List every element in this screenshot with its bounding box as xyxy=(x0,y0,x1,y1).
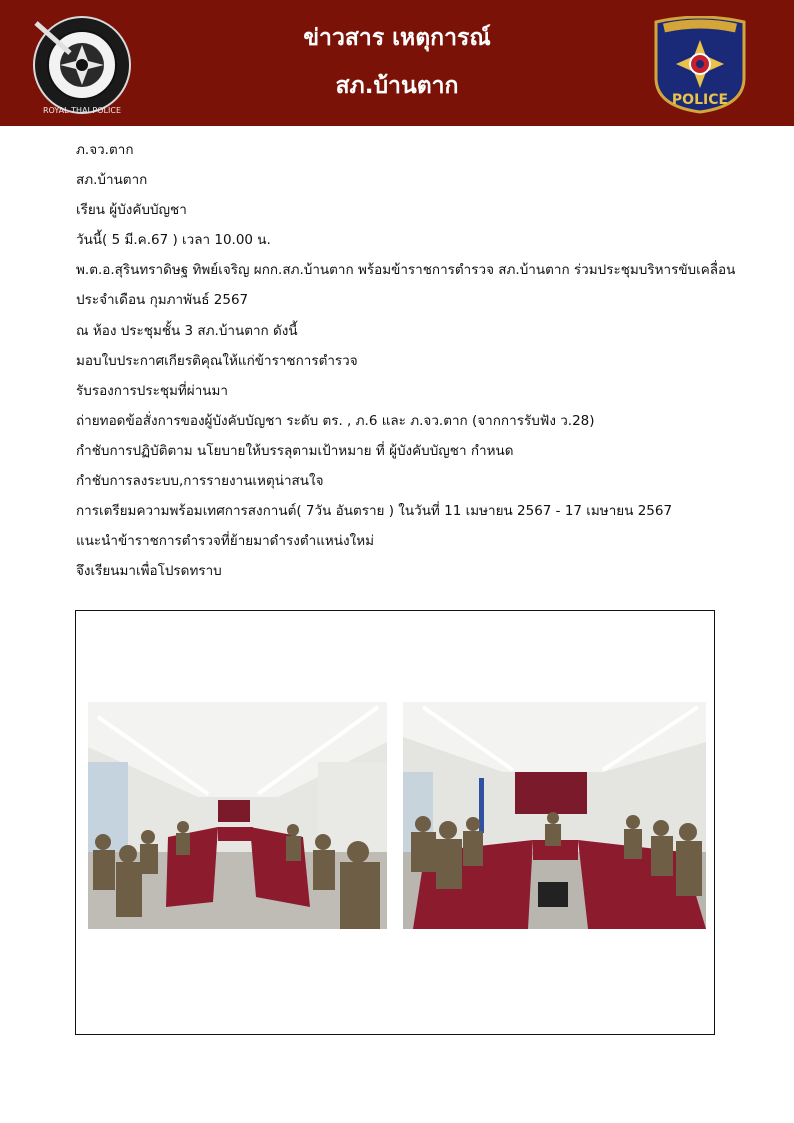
agenda-item: แนะนำข้าราชการตำรวจที่ย้ายมาดำรงตำแหน่งใหม่ xyxy=(76,533,375,550)
news-title: ข่าวสาร เหตุการณ์ xyxy=(303,25,491,51)
line-summary: พ.ต.อ.สุรินทราดิษฐ ทิพย์เจริญ ผกก.สภ.บ้านตาก พร้อมข้าราชการตำรวจ สภ.บ้านตาก ร่วมประชุมบริหารขับเคลื่อน xyxy=(76,262,736,279)
agenda-item: รับรองการประชุมที่ผ่านมา xyxy=(76,382,229,399)
header-banner xyxy=(0,0,794,126)
agenda-item: การเตรียมความพร้อมเทศการสงกานต์( 7วัน อันตราย ) ในวันที่ 11 เมษายน 2567 - 17 เมษายน 2567 xyxy=(76,503,673,520)
agenda-item: ถ่ายทอดข้อสั่งการของผู้บังคับบัญชา ระดับ ตร. , ภ.6 และ ภ.จว.ตาก (จากการรับฟัง ว.28) xyxy=(76,412,595,429)
line-salutation: เรียน ผู้บังคับบัญชา xyxy=(76,202,187,219)
agenda-item: กำชับการปฏิบัติตาม นโยบายให้บรรลุตามเป้าหมาย ที่ ผู้บังคับบัญชา กำหนด xyxy=(76,442,514,459)
photo-frame xyxy=(75,610,715,1035)
line-month: ประจำเดือน กุมภาพันธ์ 2567 xyxy=(76,292,249,309)
tak-provincial-police-badge xyxy=(650,16,750,114)
line-province: ภ.จว.ตาก xyxy=(76,142,134,158)
report-body xyxy=(76,140,756,591)
line-station: สภ.บ้านตาก xyxy=(76,172,148,189)
station-title: สภ.บ้านตาก xyxy=(335,73,459,99)
agenda-item: มอบใบประกาศเกียรติคุณให้แก่ข้าราชการตำรวจ xyxy=(76,352,358,369)
royal-thai-police-logo xyxy=(30,13,134,117)
agenda-item: กำชับการลงระบบ,การรายงานเหตุน่าสนใจ xyxy=(76,473,324,490)
meeting-room-photo-2 xyxy=(403,702,706,929)
line-date-time: วันนี้( 5 มี.ค.67 ) เวลา 10.00 น. xyxy=(76,232,271,249)
line-closing: จึงเรียนมาเพื่อโปรดทราบ xyxy=(76,563,222,580)
meeting-room-photo-1 xyxy=(88,702,387,929)
svg-text:POLICE: POLICE xyxy=(671,92,729,108)
line-location: ณ ห้อง ประชุมชั้น 3 สภ.บ้านตาก ดังนี้ xyxy=(76,322,298,339)
svg-text:ROYAL THAI POLICE: ROYAL THAI POLICE xyxy=(42,106,122,115)
